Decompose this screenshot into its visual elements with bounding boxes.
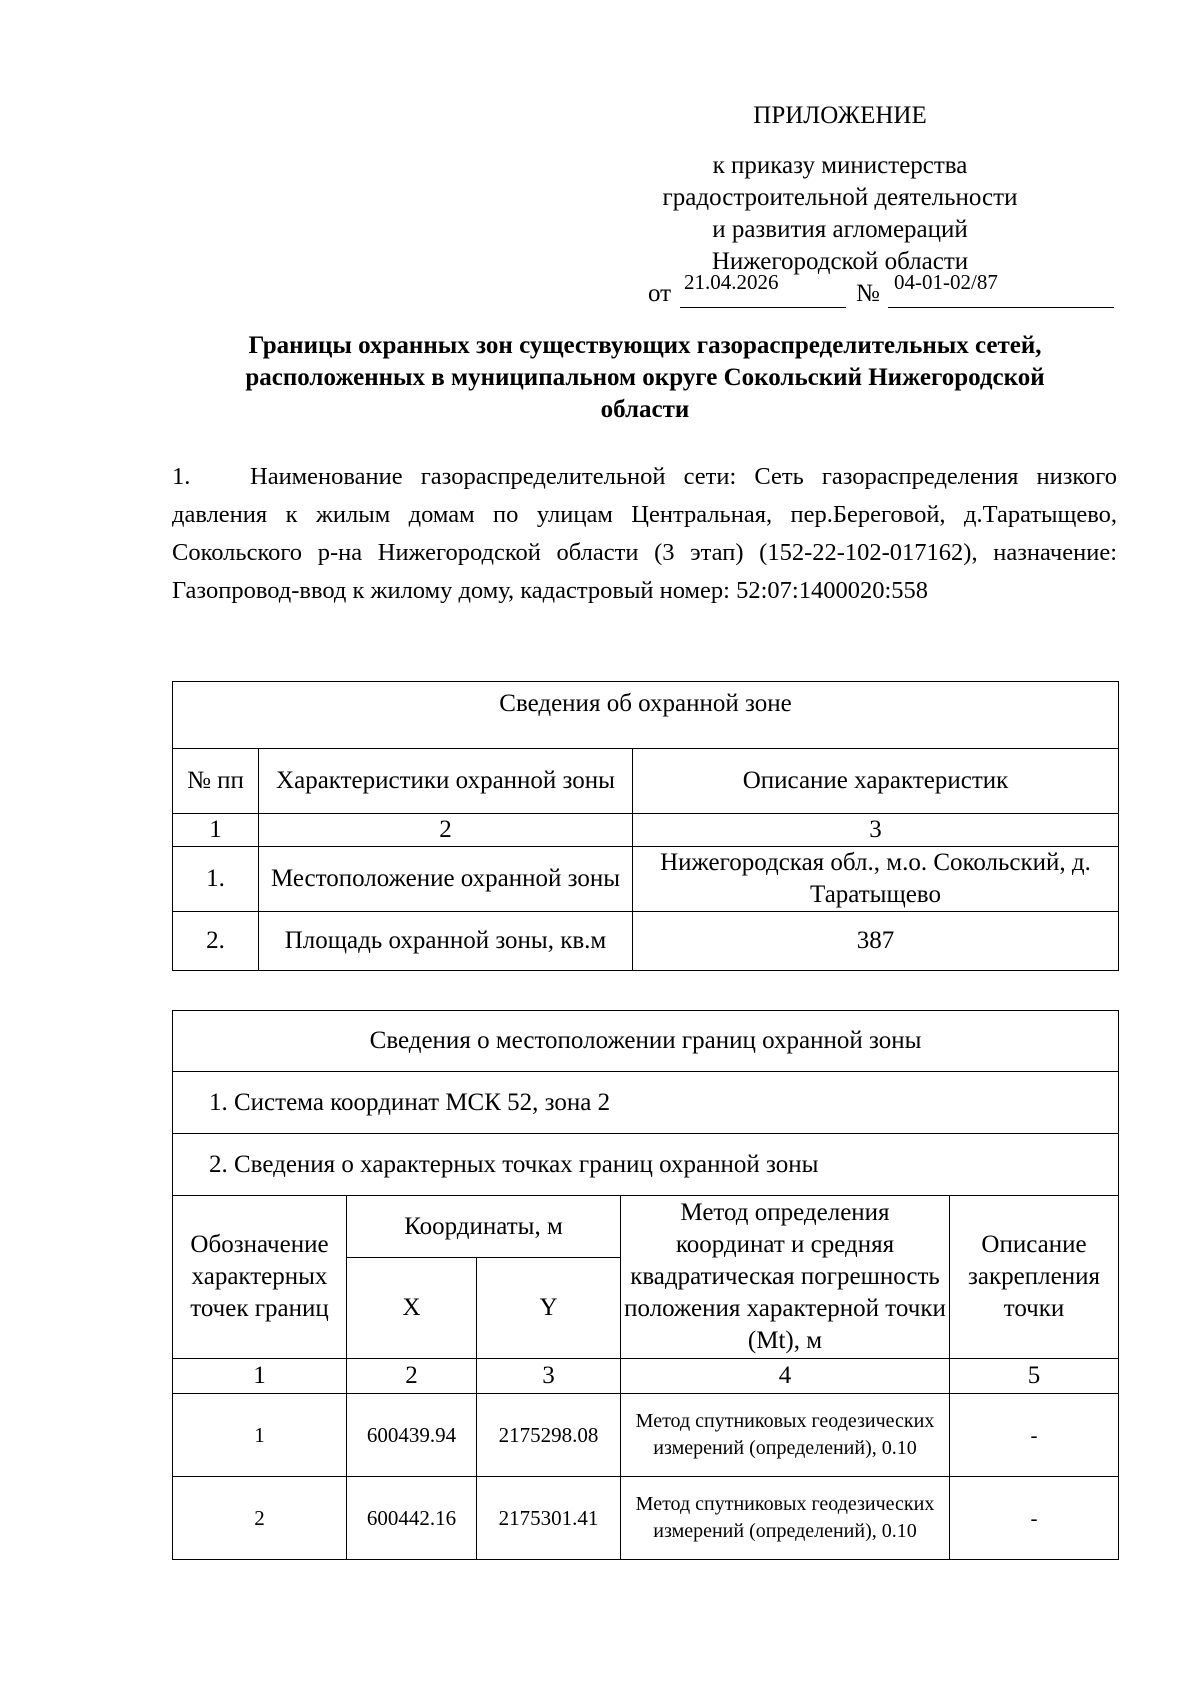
- header-fixing: Описание закрепления точки: [950, 1196, 1119, 1359]
- header-line-3: и развития агломераций: [712, 216, 968, 243]
- boundary-col-number: 3: [477, 1359, 621, 1394]
- table-row: [173, 847, 1119, 912]
- zone-col-number: 2: [259, 814, 633, 847]
- boundary-col-number: 1: [173, 1359, 347, 1394]
- header-y: Y: [477, 1258, 621, 1359]
- order-date: 21.04.2026: [684, 270, 779, 294]
- header-coordinates: Координаты, м: [347, 1196, 621, 1258]
- zone-info-table: [172, 681, 1119, 971]
- point-x: 600439.94: [347, 1394, 477, 1477]
- point-y: 2175298.08: [477, 1394, 621, 1477]
- zone-row-number: 2.: [173, 912, 259, 971]
- paragraph-text: Наименование газораспределительной сети: Сеть газораспределения низкого давления к жилым домам по улицам Центральная, пер.Береговой, д.Таратыщево, Сокольского р-на Нижегородской области (3 этап) (152-22-102-017162), назначение: Газопровод-ввод к жилому дому, кадастровый номер: 52:07:1400020:558: [172, 463, 1117, 604]
- point-method: Метод спутниковых геодезических измерений (определений), 0.10: [621, 1477, 950, 1560]
- table-row: [173, 1477, 1119, 1560]
- boundary-col-number: 2: [347, 1359, 477, 1394]
- header-method: Метод определения координат и средняя квадратическая погрешность положения характерной точки (Mt), м: [621, 1196, 950, 1359]
- boundary-col-number: 4: [621, 1359, 950, 1394]
- zone-col-number: 1: [173, 814, 259, 847]
- point-fixing: -: [950, 1394, 1119, 1477]
- document-title-line-1: Границы охранных зон существующих газораспределительных сетей,: [248, 332, 1042, 359]
- header-line-2: градостроительной деятельности: [662, 184, 1018, 211]
- number-label: №: [856, 280, 880, 307]
- date-label: от: [648, 280, 672, 307]
- coordinate-system: 1. Система координат МСК 52, зона 2: [173, 1072, 1119, 1134]
- table-row: [173, 912, 1119, 971]
- zone-col-number: 3: [633, 814, 1119, 847]
- header-x: X: [347, 1258, 477, 1359]
- boundary-col-number: 5: [950, 1359, 1119, 1394]
- header-line-4: Нижегородской области: [711, 248, 969, 275]
- point-fixing: -: [950, 1477, 1119, 1560]
- header-designation: Обозначение характерных точек границ: [173, 1196, 347, 1359]
- point-y: 2175301.41: [477, 1477, 621, 1560]
- boundary-table: [172, 1010, 1119, 1560]
- date-underline: [680, 307, 846, 308]
- zone-row-name: Местоположение охранной зоны: [259, 847, 633, 912]
- zone-header-characteristics: Характеристики охранной зоны: [259, 749, 633, 814]
- header-line-1: к приказу министерства: [712, 152, 968, 179]
- order-number: 04-01-02/87: [894, 270, 998, 294]
- points-section-title: 2. Сведения о характерных точках границ охранной зоны: [173, 1134, 1119, 1196]
- zone-row-number: 1.: [173, 847, 259, 912]
- point-id: 2: [173, 1477, 347, 1560]
- point-id: 1: [173, 1394, 347, 1477]
- zone-table-caption: Сведения об охранной зоне: [173, 682, 1119, 749]
- zone-row-value: Нижегородская обл., м.о. Сокольский, д. Таратыщево: [633, 847, 1119, 912]
- paragraph-number: 1.: [172, 463, 191, 490]
- zone-header-number: № пп: [173, 749, 259, 814]
- table-row: [173, 1394, 1119, 1477]
- zone-header-description: Описание характеристик: [633, 749, 1119, 814]
- order-date-number-row: [648, 270, 1126, 310]
- boundary-table-caption: Сведения о местоположении границ охранной зоны: [173, 1011, 1119, 1072]
- zone-row-value: 387: [633, 912, 1119, 971]
- point-method: Метод спутниковых геодезических измерений (определений), 0.10: [621, 1394, 950, 1477]
- number-underline: [888, 307, 1114, 308]
- document-title: [150, 330, 1140, 426]
- appendix-title: ПРИЛОЖЕНИЕ: [753, 102, 927, 129]
- document-title-line-2: расположенных в муниципальном округе Сокольский Нижегородской: [245, 364, 1045, 391]
- point-x: 600442.16: [347, 1477, 477, 1560]
- network-description: [172, 458, 1117, 610]
- zone-row-name: Площадь охранной зоны, кв.м: [259, 912, 633, 971]
- document-title-line-3: области: [600, 396, 690, 423]
